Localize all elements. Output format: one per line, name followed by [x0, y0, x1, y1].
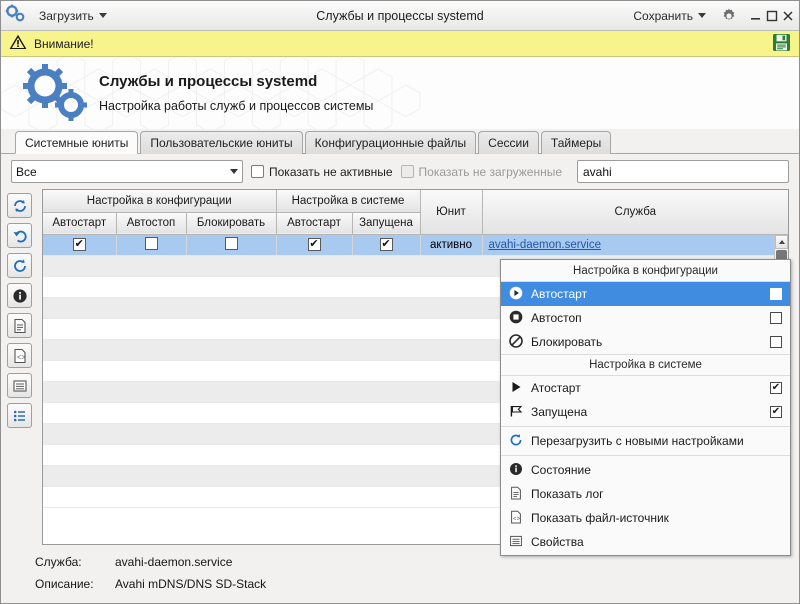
minimize-button[interactable] — [750, 10, 763, 22]
detail-description-value: Avahi mDNS/DNS SD-Stack — [115, 577, 267, 591]
search-input-value: avahi — [583, 164, 612, 179]
close-button[interactable] — [782, 10, 795, 22]
save-menu-label: Сохранить — [633, 8, 693, 23]
context-menu[interactable] — [500, 259, 791, 556]
save-menu-button[interactable] — [627, 6, 712, 26]
menu-item-label: Показать файл-источник — [531, 511, 669, 525]
tab-label: Конфигурационные файлы — [314, 136, 467, 150]
svg-text:<>: <> — [16, 354, 25, 362]
menu-item-reload-settings[interactable] — [501, 429, 790, 453]
detail-service-label: Служба: — [35, 555, 82, 569]
checkbox-box — [251, 165, 264, 178]
cell-unit: активно — [420, 235, 482, 256]
cell-conf-block[interactable] — [186, 235, 276, 256]
show-unloaded-label: Показать не загруженные — [418, 164, 563, 179]
info-button[interactable] — [7, 283, 32, 308]
context-menu-section-system: Настройка в системе — [501, 354, 790, 376]
show-unloaded-checkbox — [401, 165, 562, 179]
menu-separator — [501, 455, 790, 456]
reload-circle-icon — [509, 433, 523, 450]
tab-sessions[interactable] — [478, 131, 539, 154]
menu-item-label: Автостарт — [531, 287, 588, 301]
table-row[interactable] — [43, 235, 788, 256]
menu-item-label: Запущена — [531, 405, 588, 419]
menu-item-sys-autostart[interactable] — [501, 376, 790, 400]
bullet-list-icon — [12, 408, 28, 424]
log-button[interactable] — [7, 313, 32, 338]
checkbox-checked: ✔ — [309, 238, 319, 251]
column-header-conf-autostart[interactable]: Автостарт — [43, 212, 116, 234]
menu-item-conf-autostart[interactable] — [501, 282, 790, 306]
cell-service[interactable]: avahi-daemon.service — [482, 235, 788, 256]
stop-circle-icon — [509, 310, 523, 327]
checkbox-unchecked — [145, 237, 158, 250]
show-inactive-checkbox[interactable] — [251, 165, 393, 179]
left-toolbar — [7, 189, 39, 545]
menu-checkbox-unchecked[interactable] — [770, 312, 782, 324]
chevron-down-icon — [698, 13, 706, 18]
menu-item-label: Состояние — [531, 463, 591, 477]
context-menu-section-config: Настройка в конфигурации — [501, 261, 790, 282]
warning-text: Внимание! — [34, 36, 94, 51]
play-circle-icon — [509, 286, 523, 303]
warning-bar — [1, 31, 799, 57]
page-subtitle: Настройка работы служб и процессов системы — [99, 99, 374, 113]
menu-item-label: Блокировать — [531, 335, 603, 349]
menu-separator — [501, 426, 790, 427]
load-button-label: Загрузить — [39, 8, 94, 23]
refresh-icon — [12, 198, 28, 214]
list-lines-icon — [12, 378, 28, 394]
column-header-conf-autostop[interactable]: Автостоп — [116, 212, 186, 234]
info-icon — [12, 288, 28, 304]
gears-icon — [17, 62, 89, 125]
menu-checkbox-checked[interactable] — [770, 406, 782, 418]
undo-button[interactable] — [7, 223, 32, 248]
group-header-system: Настройка в системе — [276, 190, 420, 212]
show-inactive-label: Показать не активные — [269, 164, 393, 179]
menu-item-conf-block[interactable] — [501, 330, 790, 354]
menu-item-show-source-file[interactable] — [501, 506, 790, 530]
detail-description-row — [35, 573, 789, 595]
list-button[interactable] — [7, 403, 32, 428]
unit-type-combo-value: Все — [16, 164, 37, 179]
warning-triangle-icon — [9, 34, 27, 53]
document-code-icon — [12, 348, 28, 364]
table-group-header-row — [43, 190, 788, 212]
column-header-unit[interactable]: Юнит — [420, 190, 482, 234]
cell-sys-autostart[interactable] — [276, 235, 352, 256]
checkbox-checked: ✔ — [74, 238, 84, 251]
source-file-button[interactable] — [7, 343, 32, 368]
reload-circle-icon — [12, 258, 28, 274]
column-header-conf-block[interactable]: Блокировать — [186, 212, 276, 234]
app-icon — [5, 4, 27, 27]
column-header-service[interactable]: Служба — [482, 190, 788, 234]
column-header-sys-autostart[interactable]: Автостарт — [276, 212, 352, 234]
tab-timers[interactable] — [541, 131, 611, 154]
document-icon — [12, 318, 28, 334]
document-code-icon — [509, 510, 523, 527]
flag-icon — [509, 404, 523, 421]
menu-item-show-log[interactable] — [501, 482, 790, 506]
group-header-config: Настройка в конфигурации — [43, 190, 276, 212]
filter-row — [1, 154, 799, 189]
checkbox-checked: ✔ — [381, 238, 391, 251]
tab-label: Сессии — [488, 136, 529, 150]
page-title: Службы и процессы systemd — [99, 73, 318, 90]
detail-description-label: Описание: — [35, 577, 94, 591]
menu-item-conf-autostop[interactable] — [501, 306, 790, 330]
list-lines-icon — [509, 534, 523, 551]
properties-button[interactable] — [7, 373, 32, 398]
menu-item-properties[interactable] — [501, 530, 790, 554]
tab-config-files[interactable] — [305, 131, 476, 154]
menu-item-label: Свойства — [531, 535, 584, 549]
tab-user-units[interactable] — [140, 131, 302, 154]
floppy-save-icon[interactable] — [772, 33, 791, 55]
refresh-button[interactable] — [7, 193, 32, 218]
search-input[interactable] — [577, 160, 789, 183]
column-header-sys-running[interactable]: Запущена — [352, 212, 420, 234]
units-table-head — [43, 190, 788, 235]
info-icon — [509, 462, 523, 479]
chevron-down-icon — [230, 169, 238, 174]
undo-arrow-icon — [12, 228, 28, 244]
checkbox-box — [401, 165, 414, 178]
unit-type-combo[interactable] — [11, 160, 243, 183]
block-circle-icon — [509, 334, 523, 351]
menu-item-state[interactable] — [501, 458, 790, 482]
cell-sys-running[interactable] — [352, 235, 420, 256]
tab-system-units[interactable] — [15, 131, 138, 154]
detail-service-value: avahi-daemon.service — [115, 555, 233, 569]
load-button[interactable] — [33, 6, 113, 26]
cell-conf-autostop[interactable] — [116, 235, 186, 256]
scroll-up-button[interactable] — [775, 235, 788, 249]
title-bar — [1, 1, 799, 31]
chevron-down-icon — [99, 13, 107, 18]
menu-item-sys-running[interactable] — [501, 400, 790, 424]
menu-checkbox-checked[interactable] — [770, 382, 782, 394]
checkbox-unchecked — [225, 237, 238, 250]
menu-item-label: Атостарт — [531, 381, 581, 395]
reload-button[interactable] — [7, 253, 32, 278]
document-icon — [509, 486, 523, 503]
gear-icon[interactable] — [720, 7, 738, 25]
window-title: Службы и процессы systemd — [316, 8, 484, 23]
menu-item-label: Автостоп — [531, 311, 582, 325]
tab-label: Системные юниты — [25, 136, 129, 150]
menu-checkbox-checked[interactable] — [770, 288, 782, 300]
menu-checkbox-unchecked[interactable] — [770, 336, 782, 348]
menu-item-label: Перезагрузить с новыми настройками — [531, 434, 744, 448]
tab-strip — [1, 129, 799, 154]
page-header — [1, 57, 799, 129]
maximize-button[interactable] — [766, 10, 779, 22]
play-triangle-icon — [509, 380, 523, 397]
tab-label: Таймеры — [550, 136, 602, 150]
cell-conf-autostart[interactable] — [43, 235, 116, 256]
svg-text:<>: <> — [513, 514, 521, 522]
menu-item-label: Показать лог — [531, 487, 604, 501]
tab-label: Пользовательские юниты — [150, 136, 293, 150]
